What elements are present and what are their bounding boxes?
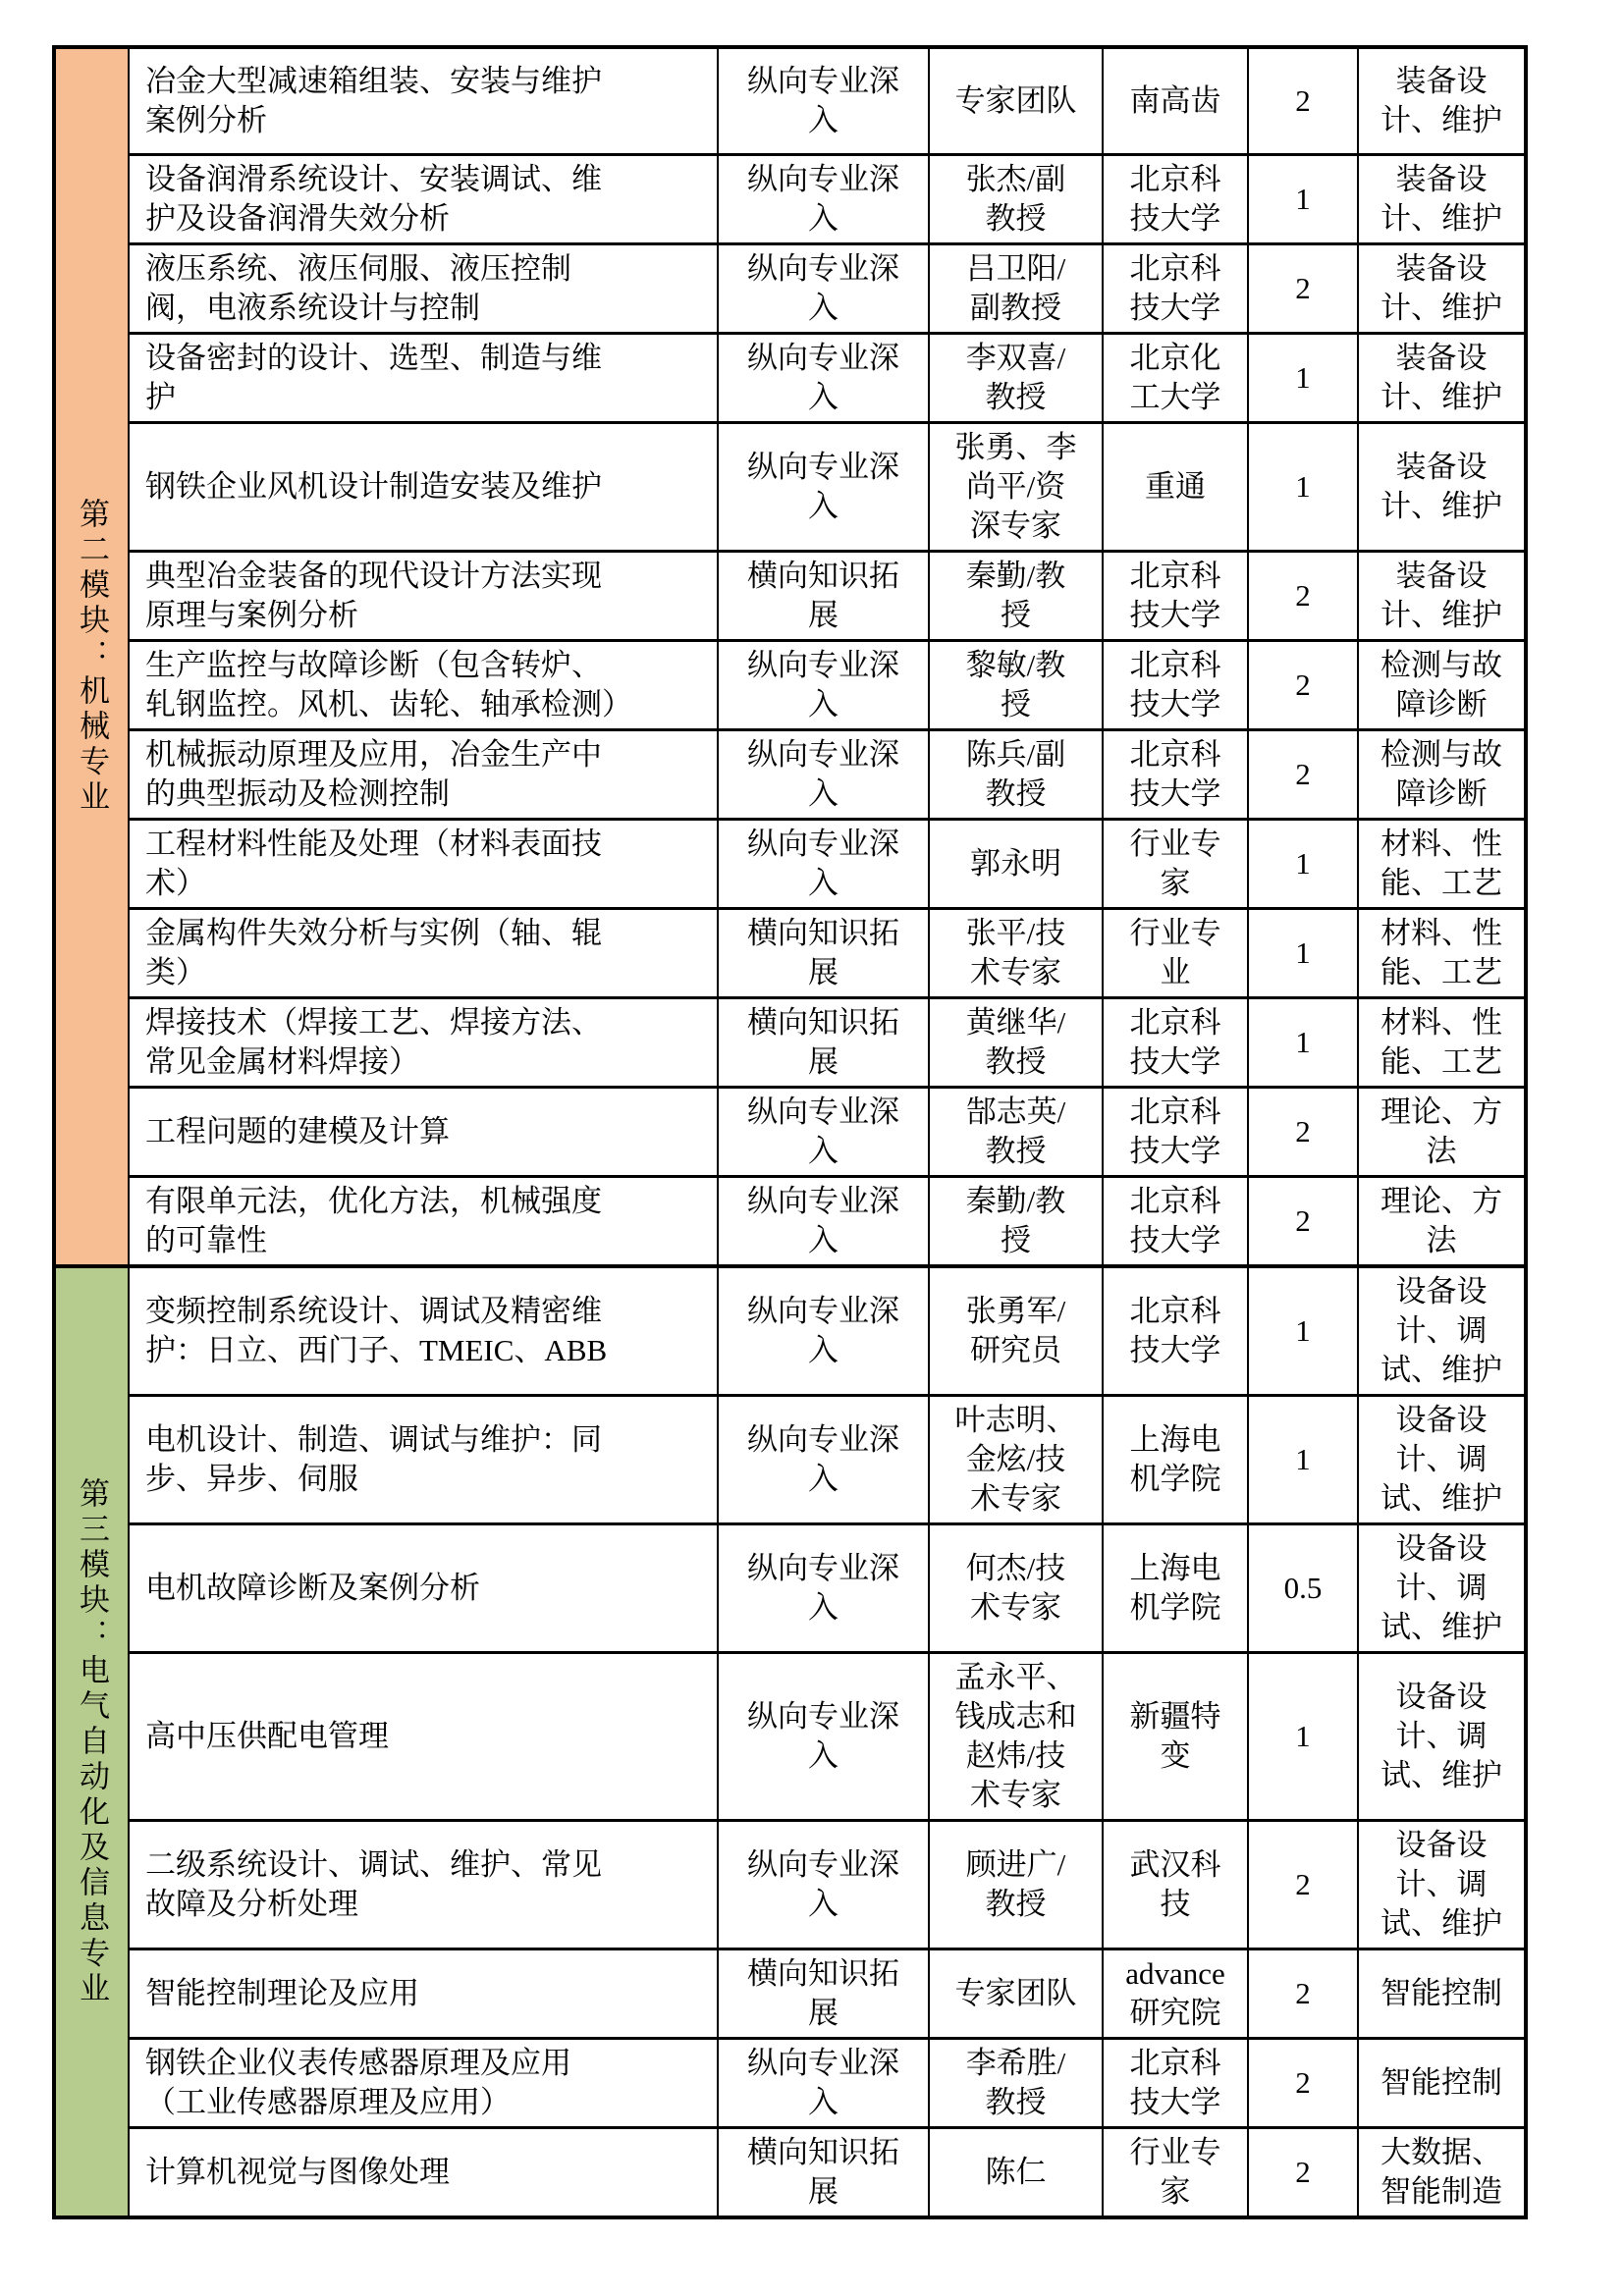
category-cell: 理论、方法	[1380, 1095, 1502, 1168]
category-cell: 材料、性能、工艺	[1380, 1005, 1502, 1079]
category-cell: 大数据、智能制造	[1380, 2135, 1502, 2209]
course-table	[52, 45, 1528, 2219]
institution-cell: 重通	[1104, 424, 1249, 550]
institution-cell: 新疆特变	[1104, 1654, 1249, 1819]
institution-cell: 北京科技大学	[1104, 1178, 1249, 1264]
course-name-cell: 变频控制系统设计、调试及精密维护：日立、西门子、TMEIC、ABB	[130, 1268, 719, 1394]
category-cell: 装备设计、维护	[1380, 450, 1502, 523]
institution-cell: 上海电机学院	[1104, 1525, 1249, 1651]
table-row	[130, 245, 1524, 335]
instructor-cell: 李希胜/教授	[930, 2040, 1104, 2126]
table-row	[130, 1525, 1524, 1654]
table-row	[130, 731, 1524, 821]
category-cell: 设备设计、调试、维护	[1380, 1531, 1502, 1644]
institution-cell: advance研究院	[1104, 1950, 1249, 2037]
instructor-cell: 孟永平、钱成志和赵炜/技术专家	[930, 1654, 1104, 1819]
institution-cell: 北京科技大学	[1104, 731, 1249, 818]
institution-cell: 北京科技大学	[1104, 553, 1249, 639]
hours-cell: 1	[1249, 1268, 1359, 1394]
course-type-cell: 纵向专业深入	[719, 1654, 930, 1819]
course-type-cell: 横向知识拓展	[719, 999, 930, 1086]
institution-cell: 北京科技大学	[1104, 1268, 1249, 1394]
hours-cell: 0.5	[1249, 1525, 1359, 1651]
category-cell: 材料、性能、工艺	[1380, 916, 1502, 989]
hours-cell: 2	[1249, 245, 1359, 332]
hours-cell: 2	[1249, 2129, 1359, 2216]
category-cell: 理论、方法	[1380, 1184, 1502, 1257]
table-row	[130, 1950, 1524, 2040]
hours-cell: 1	[1249, 156, 1359, 242]
course-type-cell: 纵向专业深入	[719, 49, 930, 153]
course-name-cell: 设备润滑系统设计、安装调试、维护及设备润滑失效分析	[130, 156, 719, 242]
institution-cell: 北京科技大学	[1104, 156, 1249, 242]
hours-cell: 2	[1249, 642, 1359, 728]
instructor-cell: 李双喜/教授	[930, 335, 1104, 421]
hours-cell: 1	[1249, 910, 1359, 996]
course-name-cell: 钢铁企业仪表传感器原理及应用（工业传感器原理及应用）	[130, 2040, 719, 2126]
table-row	[130, 553, 1524, 642]
hours-cell: 2	[1249, 2040, 1359, 2126]
table-row	[130, 335, 1524, 424]
category-cell: 装备设计、维护	[1380, 559, 1502, 632]
course-type-cell: 纵向专业深入	[719, 1525, 930, 1651]
table-row	[130, 2129, 1524, 2216]
course-name-cell: 工程材料性能及处理（材料表面技术）	[130, 821, 719, 907]
hours-cell: 1	[1249, 424, 1359, 550]
category-cell: 设备设计、调试、维护	[1380, 1274, 1502, 1387]
table-row	[130, 156, 1524, 245]
table-row	[130, 999, 1524, 1089]
course-type-cell: 纵向专业深入	[719, 731, 930, 818]
table-row	[130, 424, 1524, 553]
instructor-cell: 专家团队	[930, 49, 1104, 153]
course-type-cell: 纵向专业深入	[719, 424, 930, 550]
instructor-cell: 张平/技术专家	[930, 910, 1104, 996]
course-name-cell: 设备密封的设计、选型、制造与维护	[130, 335, 719, 421]
institution-cell: 南高齿	[1104, 49, 1249, 153]
course-type-cell: 横向知识拓展	[719, 910, 930, 996]
hours-cell: 2	[1249, 1822, 1359, 1948]
institution-cell: 上海电机学院	[1104, 1397, 1249, 1522]
institution-cell: 行业专业	[1104, 910, 1249, 996]
module-sidebar	[56, 49, 130, 1264]
course-name-cell: 生产监控与故障诊断（包含转炉、轧钢监控。风机、齿轮、轴承检测）	[130, 642, 719, 728]
module-label: 第二模块：机械专业	[75, 498, 109, 816]
course-name-cell: 焊接技术（焊接工艺、焊接方法、常见金属材料焊接）	[130, 999, 719, 1086]
category-cell: 设备设计、调试、维护	[1380, 1828, 1502, 1941]
instructor-cell: 黄继华/教授	[930, 999, 1104, 1086]
course-name-cell: 计算机视觉与图像处理	[130, 2129, 719, 2216]
category-cell: 装备设计、维护	[1380, 64, 1502, 137]
course-type-cell: 纵向专业深入	[719, 1268, 930, 1394]
course-type-cell: 横向知识拓展	[719, 1950, 930, 2037]
instructor-cell: 叶志明、金炫/技术专家	[930, 1397, 1104, 1522]
course-name-cell: 金属构件失效分析与实例（轴、辊类）	[130, 910, 719, 996]
course-type-cell: 纵向专业深入	[719, 642, 930, 728]
course-name-cell: 液压系统、液压伺服、液压控制阀，电液系统设计与控制	[130, 245, 719, 332]
module-label: 第三模块：电气自动化及信息专业	[75, 1476, 109, 2007]
category-cell: 检测与故障诊断	[1380, 737, 1502, 811]
course-type-cell: 纵向专业深入	[719, 245, 930, 332]
table-row	[130, 2040, 1524, 2129]
instructor-cell: 郜志英/教授	[930, 1089, 1104, 1175]
instructor-cell: 陈仁	[930, 2129, 1104, 2216]
instructor-cell: 吕卫阳/副教授	[930, 245, 1104, 332]
institution-cell: 北京科技大学	[1104, 1089, 1249, 1175]
course-name-cell: 机械振动原理及应用，冶金生产中的典型振动及检测控制	[130, 731, 719, 818]
category-cell: 装备设计、维护	[1380, 341, 1502, 414]
module-rows	[130, 1268, 1524, 2216]
instructor-cell: 专家团队	[930, 1950, 1104, 2037]
category-cell: 设备设计、调试、维护	[1380, 1403, 1502, 1516]
table-row	[130, 642, 1524, 731]
hours-cell: 1	[1249, 1397, 1359, 1522]
course-name-cell: 冶金大型减速箱组装、安装与维护案例分析	[130, 49, 719, 153]
category-cell: 装备设计、维护	[1380, 251, 1502, 325]
hours-cell: 2	[1249, 731, 1359, 818]
institution-cell: 北京科技大学	[1104, 642, 1249, 728]
institution-cell: 行业专家	[1104, 2129, 1249, 2216]
table-row	[130, 1089, 1524, 1178]
course-type-cell: 纵向专业深入	[719, 2040, 930, 2126]
institution-cell: 武汉科技	[1104, 1822, 1249, 1948]
table-row	[130, 1268, 1524, 1397]
course-name-cell: 典型冶金装备的现代设计方法实现原理与案例分析	[130, 553, 719, 639]
course-type-cell: 纵向专业深入	[719, 1397, 930, 1522]
institution-cell: 行业专家	[1104, 821, 1249, 907]
module-rows	[130, 49, 1524, 1264]
module-sidebar	[56, 1268, 130, 2216]
instructor-cell: 秦勤/教授	[930, 1178, 1104, 1264]
institution-cell: 北京科技大学	[1104, 2040, 1249, 2126]
category-cell: 智能控制	[1380, 2065, 1502, 2100]
instructor-cell: 何杰/技术专家	[930, 1525, 1104, 1651]
instructor-cell: 黎敏/教授	[930, 642, 1104, 728]
category-cell: 材料、性能、工艺	[1380, 827, 1502, 900]
category-cell: 装备设计、维护	[1380, 162, 1502, 236]
course-name-cell: 高中压供配电管理	[130, 1654, 719, 1819]
instructor-cell: 郭永明	[930, 821, 1104, 907]
category-cell: 智能控制	[1380, 1976, 1502, 2010]
hours-cell: 2	[1249, 1089, 1359, 1175]
hours-cell: 2	[1249, 553, 1359, 639]
table-row	[130, 1822, 1524, 1950]
course-name-cell: 电机设计、制造、调试与维护：同步、异步、伺服	[130, 1397, 719, 1522]
course-type-cell: 纵向专业深入	[719, 1178, 930, 1264]
module-block	[56, 1264, 1524, 2216]
course-name-cell: 电机故障诊断及案例分析	[130, 1525, 719, 1651]
course-name-cell: 有限单元法，优化方法，机械强度的可靠性	[130, 1178, 719, 1264]
institution-cell: 北京科技大学	[1104, 999, 1249, 1086]
instructor-cell: 顾进广/教授	[930, 1822, 1104, 1948]
course-name-cell: 钢铁企业风机设计制造安装及维护	[130, 424, 719, 550]
hours-cell: 1	[1249, 1654, 1359, 1819]
category-cell: 设备设计、调试、维护	[1380, 1680, 1502, 1792]
course-type-cell: 纵向专业深入	[719, 335, 930, 421]
hours-cell: 1	[1249, 335, 1359, 421]
institution-cell: 北京科技大学	[1104, 245, 1249, 332]
module-block	[56, 49, 1524, 1264]
hours-cell: 2	[1249, 49, 1359, 153]
hours-cell: 1	[1249, 821, 1359, 907]
instructor-cell: 陈兵/副教授	[930, 731, 1104, 818]
course-name-cell: 智能控制理论及应用	[130, 1950, 719, 2037]
table-row	[130, 821, 1524, 910]
course-name-cell: 二级系统设计、调试、维护、常见故障及分析处理	[130, 1822, 719, 1948]
course-type-cell: 纵向专业深入	[719, 1089, 930, 1175]
table-row	[130, 1654, 1524, 1822]
course-type-cell: 纵向专业深入	[719, 821, 930, 907]
course-name-cell: 工程问题的建模及计算	[130, 1089, 719, 1175]
course-type-cell: 纵向专业深入	[719, 156, 930, 242]
category-cell: 检测与故障诊断	[1380, 648, 1502, 721]
course-type-cell: 横向知识拓展	[719, 553, 930, 639]
course-type-cell: 纵向专业深入	[719, 1822, 930, 1948]
institution-cell: 北京化工大学	[1104, 335, 1249, 421]
table-row	[130, 1178, 1524, 1264]
instructor-cell: 张杰/副教授	[930, 156, 1104, 242]
instructor-cell: 秦勤/教授	[930, 553, 1104, 639]
table-row	[130, 910, 1524, 999]
hours-cell: 2	[1249, 1178, 1359, 1264]
hours-cell: 2	[1249, 1950, 1359, 2037]
table-row	[130, 1397, 1524, 1525]
instructor-cell: 张勇、李尚平/资深专家	[930, 424, 1104, 550]
table-row	[130, 49, 1524, 156]
course-type-cell: 横向知识拓展	[719, 2129, 930, 2216]
instructor-cell: 张勇军/研究员	[930, 1268, 1104, 1394]
hours-cell: 1	[1249, 999, 1359, 1086]
